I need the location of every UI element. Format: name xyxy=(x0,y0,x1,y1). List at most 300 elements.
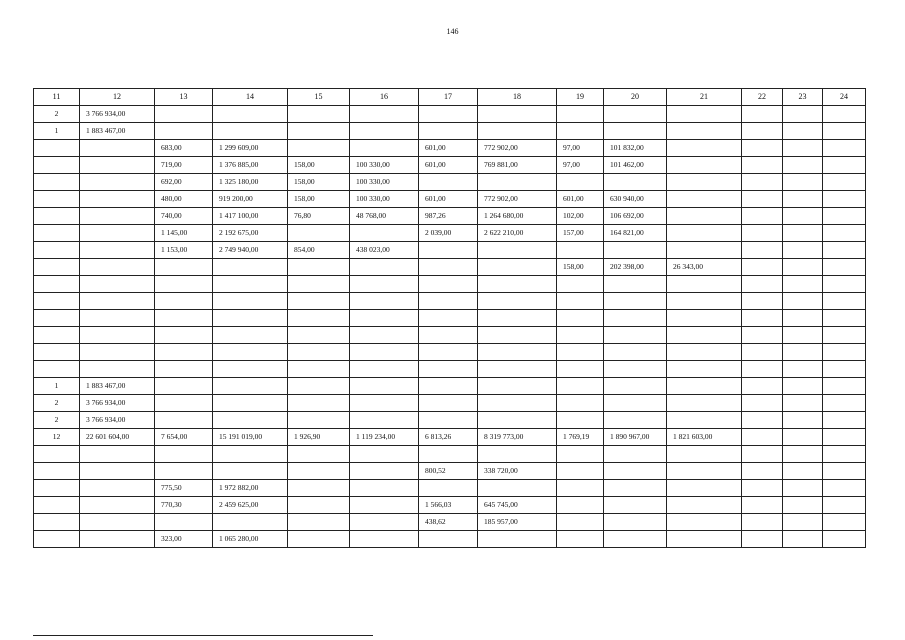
table-cell: 15 191 019,00 xyxy=(213,429,288,446)
table-cell xyxy=(155,361,213,378)
table-cell: 6 813,26 xyxy=(419,429,478,446)
table-cell xyxy=(742,208,783,225)
table-cell: 2 xyxy=(34,412,80,429)
table-row xyxy=(34,514,866,531)
table-cell xyxy=(783,480,823,497)
table-cell: 76,80 xyxy=(288,208,350,225)
table-cell xyxy=(742,412,783,429)
table-cell xyxy=(783,140,823,157)
table-cell xyxy=(34,174,80,191)
table-row xyxy=(34,157,866,174)
table-cell xyxy=(783,446,823,463)
table-cell xyxy=(350,514,419,531)
table-cell xyxy=(823,208,866,225)
table-row xyxy=(34,191,866,208)
table-cell xyxy=(350,412,419,429)
table-cell: 775,50 xyxy=(155,480,213,497)
table-cell xyxy=(604,327,667,344)
table-cell xyxy=(288,378,350,395)
data-table xyxy=(33,88,866,548)
table-cell: 100 330,00 xyxy=(350,174,419,191)
table-cell xyxy=(823,344,866,361)
table-cell xyxy=(34,327,80,344)
table-cell xyxy=(155,276,213,293)
table-cell xyxy=(155,259,213,276)
table-cell xyxy=(213,293,288,310)
table-cell xyxy=(783,208,823,225)
table-cell xyxy=(350,531,419,548)
table-cell: 1 376 885,00 xyxy=(213,157,288,174)
table-cell xyxy=(350,259,419,276)
table-cell xyxy=(34,531,80,548)
table-cell xyxy=(667,106,742,123)
table-cell xyxy=(783,412,823,429)
table-cell xyxy=(667,293,742,310)
table-cell xyxy=(783,191,823,208)
table-cell xyxy=(419,344,478,361)
table-row xyxy=(34,463,866,480)
table-cell xyxy=(80,531,155,548)
table-cell: 1 890 967,00 xyxy=(604,429,667,446)
table-cell: 769 881,00 xyxy=(478,157,557,174)
column-header: 19 xyxy=(557,89,604,106)
table-cell xyxy=(288,259,350,276)
table-row xyxy=(34,429,866,446)
table-cell xyxy=(288,361,350,378)
table-row xyxy=(34,293,866,310)
table-cell xyxy=(667,395,742,412)
table-cell xyxy=(783,242,823,259)
table-cell: 100 330,00 xyxy=(350,157,419,174)
table-cell xyxy=(667,412,742,429)
table-cell xyxy=(419,106,478,123)
table-cell xyxy=(667,531,742,548)
table-cell xyxy=(557,174,604,191)
table-cell xyxy=(419,310,478,327)
table-cell xyxy=(155,395,213,412)
table-cell xyxy=(350,463,419,480)
table-cell xyxy=(213,123,288,140)
table-cell xyxy=(742,514,783,531)
table-cell xyxy=(604,293,667,310)
table-cell xyxy=(823,157,866,174)
table-cell xyxy=(80,480,155,497)
table-cell xyxy=(213,106,288,123)
table-cell xyxy=(667,191,742,208)
table-row xyxy=(34,123,866,140)
table-cell xyxy=(350,344,419,361)
table-cell xyxy=(34,446,80,463)
table-cell xyxy=(478,480,557,497)
table-cell xyxy=(419,378,478,395)
table-cell xyxy=(742,531,783,548)
table-cell xyxy=(742,225,783,242)
table-cell xyxy=(742,378,783,395)
table-cell: 480,00 xyxy=(155,191,213,208)
table-cell: 1 972 882,00 xyxy=(213,480,288,497)
table-cell: 7 654,00 xyxy=(155,429,213,446)
table-cell xyxy=(667,276,742,293)
table-cell: 770,30 xyxy=(155,497,213,514)
table-cell xyxy=(419,327,478,344)
table-cell xyxy=(80,293,155,310)
table-cell xyxy=(419,480,478,497)
table-cell xyxy=(34,497,80,514)
table-cell xyxy=(667,463,742,480)
table-cell xyxy=(557,293,604,310)
table-cell xyxy=(604,310,667,327)
table-cell xyxy=(288,344,350,361)
table-cell: 2 622 210,00 xyxy=(478,225,557,242)
table-cell xyxy=(419,412,478,429)
table-cell xyxy=(557,395,604,412)
table-cell xyxy=(604,174,667,191)
table-cell xyxy=(80,463,155,480)
table-cell xyxy=(478,242,557,259)
table-cell xyxy=(288,123,350,140)
table-cell xyxy=(80,208,155,225)
table-cell xyxy=(350,310,419,327)
table-cell: 97,00 xyxy=(557,157,604,174)
table-row xyxy=(34,327,866,344)
table-cell xyxy=(823,412,866,429)
table-cell xyxy=(742,480,783,497)
table-cell xyxy=(155,106,213,123)
table-cell xyxy=(742,429,783,446)
table-cell xyxy=(823,225,866,242)
table-cell xyxy=(783,276,823,293)
table-cell xyxy=(288,395,350,412)
table-cell xyxy=(478,123,557,140)
table-cell xyxy=(604,344,667,361)
table-cell: 2 xyxy=(34,395,80,412)
table-cell xyxy=(288,140,350,157)
table-cell: 101 832,00 xyxy=(604,140,667,157)
table-cell xyxy=(213,310,288,327)
table-cell xyxy=(288,310,350,327)
table-row xyxy=(34,412,866,429)
table-cell: 1 299 609,00 xyxy=(213,140,288,157)
table-cell: 1 xyxy=(34,378,80,395)
table-row xyxy=(34,310,866,327)
table-cell: 438 023,00 xyxy=(350,242,419,259)
table-cell xyxy=(419,531,478,548)
table-cell xyxy=(604,395,667,412)
table-cell xyxy=(34,310,80,327)
table-cell: 338 720,00 xyxy=(478,463,557,480)
table-cell xyxy=(34,140,80,157)
table-cell xyxy=(155,344,213,361)
column-header: 12 xyxy=(80,89,155,106)
table-cell xyxy=(667,140,742,157)
table-cell xyxy=(80,157,155,174)
table-cell: 740,00 xyxy=(155,208,213,225)
table-cell xyxy=(604,463,667,480)
table-cell xyxy=(823,106,866,123)
table-cell: 1 119 234,00 xyxy=(350,429,419,446)
column-header: 13 xyxy=(155,89,213,106)
table-header-row xyxy=(34,89,866,106)
table-cell xyxy=(557,106,604,123)
table-cell xyxy=(557,497,604,514)
page-number: 146 xyxy=(446,27,459,36)
table-cell: 100 330,00 xyxy=(350,191,419,208)
table-row xyxy=(34,395,866,412)
table-cell xyxy=(155,446,213,463)
table-cell xyxy=(213,276,288,293)
table-cell: 158,00 xyxy=(557,259,604,276)
table-cell xyxy=(80,497,155,514)
table-cell: 692,00 xyxy=(155,174,213,191)
table-cell xyxy=(478,174,557,191)
table-row xyxy=(34,531,866,548)
table-cell xyxy=(742,395,783,412)
table-cell xyxy=(213,344,288,361)
table-cell xyxy=(213,259,288,276)
table-cell: 2 749 940,00 xyxy=(213,242,288,259)
table-cell: 158,00 xyxy=(288,174,350,191)
table-cell xyxy=(823,259,866,276)
table-cell xyxy=(783,157,823,174)
table-cell xyxy=(34,208,80,225)
table-cell xyxy=(34,361,80,378)
table-cell xyxy=(604,412,667,429)
table-cell: 22 601 604,00 xyxy=(80,429,155,446)
table-cell xyxy=(823,293,866,310)
table-cell xyxy=(350,378,419,395)
table-cell xyxy=(667,208,742,225)
table-cell: 772 902,00 xyxy=(478,191,557,208)
table-cell xyxy=(34,242,80,259)
table-cell: 1 065 280,00 xyxy=(213,531,288,548)
table-cell: 1 264 680,00 xyxy=(478,208,557,225)
table-cell: 1 926,90 xyxy=(288,429,350,446)
table-cell xyxy=(478,310,557,327)
table-cell xyxy=(604,378,667,395)
table-cell xyxy=(604,497,667,514)
table-cell xyxy=(557,463,604,480)
table-row xyxy=(34,140,866,157)
table-cell xyxy=(80,140,155,157)
table-cell xyxy=(80,174,155,191)
table-cell xyxy=(823,242,866,259)
column-header: 20 xyxy=(604,89,667,106)
table-cell xyxy=(667,497,742,514)
table-cell xyxy=(288,327,350,344)
table-cell xyxy=(823,276,866,293)
table-cell: 630 940,00 xyxy=(604,191,667,208)
table-cell xyxy=(288,480,350,497)
table-cell xyxy=(80,327,155,344)
table-cell xyxy=(350,140,419,157)
table-cell xyxy=(742,123,783,140)
table-cell xyxy=(783,293,823,310)
table-cell xyxy=(604,446,667,463)
table-cell xyxy=(350,225,419,242)
table-cell xyxy=(667,310,742,327)
table-cell xyxy=(80,310,155,327)
table-cell xyxy=(604,242,667,259)
table-cell xyxy=(478,276,557,293)
table-cell xyxy=(34,225,80,242)
table-cell: 26 343,00 xyxy=(667,259,742,276)
table-cell xyxy=(350,293,419,310)
column-header: 17 xyxy=(419,89,478,106)
table-cell xyxy=(742,293,783,310)
table-cell xyxy=(478,259,557,276)
table-cell xyxy=(34,191,80,208)
table-cell xyxy=(742,463,783,480)
table-cell xyxy=(34,344,80,361)
table-cell xyxy=(742,174,783,191)
table-cell xyxy=(80,344,155,361)
table-cell: 987,26 xyxy=(419,208,478,225)
column-header: 11 xyxy=(34,89,80,106)
table-cell xyxy=(742,497,783,514)
table-cell xyxy=(667,480,742,497)
table-cell: 8 319 773,00 xyxy=(478,429,557,446)
table-cell xyxy=(604,123,667,140)
table-cell xyxy=(823,429,866,446)
table-cell xyxy=(823,463,866,480)
table-cell xyxy=(742,191,783,208)
table-cell xyxy=(288,293,350,310)
table-cell: 48 768,00 xyxy=(350,208,419,225)
table-cell xyxy=(478,395,557,412)
table-cell xyxy=(155,514,213,531)
table-cell xyxy=(288,446,350,463)
table-cell: 2 192 675,00 xyxy=(213,225,288,242)
table-cell: 1 145,00 xyxy=(155,225,213,242)
table-cell xyxy=(823,378,866,395)
table-cell xyxy=(823,191,866,208)
table-cell xyxy=(557,242,604,259)
table-cell xyxy=(155,412,213,429)
table-cell xyxy=(288,463,350,480)
table-cell xyxy=(667,344,742,361)
table-cell xyxy=(288,106,350,123)
table-cell xyxy=(667,378,742,395)
table-cell xyxy=(350,327,419,344)
table-cell xyxy=(783,174,823,191)
table-cell xyxy=(419,293,478,310)
table-cell xyxy=(34,514,80,531)
table-cell xyxy=(350,106,419,123)
column-header: 21 xyxy=(667,89,742,106)
table-cell: 3 766 934,00 xyxy=(80,106,155,123)
table-cell xyxy=(155,327,213,344)
table-cell xyxy=(80,514,155,531)
table-cell xyxy=(557,514,604,531)
table-cell xyxy=(155,293,213,310)
table-cell xyxy=(419,361,478,378)
table-row xyxy=(34,225,866,242)
table-cell xyxy=(350,480,419,497)
table-cell xyxy=(80,446,155,463)
column-header: 18 xyxy=(478,89,557,106)
table-cell: 1 325 180,00 xyxy=(213,174,288,191)
table-cell xyxy=(742,327,783,344)
table-cell xyxy=(783,259,823,276)
table-cell: 601,00 xyxy=(557,191,604,208)
table-cell xyxy=(478,327,557,344)
table-cell: 1 883 467,00 xyxy=(80,123,155,140)
table-cell xyxy=(742,344,783,361)
table-cell xyxy=(34,293,80,310)
table-cell xyxy=(350,361,419,378)
table-cell xyxy=(557,344,604,361)
table-cell: 601,00 xyxy=(419,140,478,157)
table-cell: 2 xyxy=(34,106,80,123)
table-cell xyxy=(783,497,823,514)
table-cell xyxy=(783,327,823,344)
table-cell xyxy=(288,412,350,429)
table-cell xyxy=(742,106,783,123)
table-cell xyxy=(213,412,288,429)
table-cell xyxy=(155,378,213,395)
table-cell: 1 769,19 xyxy=(557,429,604,446)
table-cell xyxy=(783,378,823,395)
table-cell: 601,00 xyxy=(419,157,478,174)
table-row xyxy=(34,361,866,378)
table-cell: 157,00 xyxy=(557,225,604,242)
table-row xyxy=(34,208,866,225)
table-cell: 601,00 xyxy=(419,191,478,208)
column-header: 15 xyxy=(288,89,350,106)
table-cell xyxy=(213,514,288,531)
table-cell: 772 902,00 xyxy=(478,140,557,157)
table-row xyxy=(34,106,866,123)
table-cell xyxy=(288,497,350,514)
table-cell: 106 692,00 xyxy=(604,208,667,225)
table-cell xyxy=(350,123,419,140)
table-cell: 2 039,00 xyxy=(419,225,478,242)
table-row xyxy=(34,497,866,514)
table-cell xyxy=(80,259,155,276)
table-cell xyxy=(823,514,866,531)
table-cell xyxy=(667,225,742,242)
table-cell xyxy=(478,378,557,395)
table-cell: 1 883 467,00 xyxy=(80,378,155,395)
table-cell xyxy=(478,344,557,361)
table-cell xyxy=(419,259,478,276)
table-cell xyxy=(557,361,604,378)
table-cell xyxy=(419,446,478,463)
table-cell: 1 xyxy=(34,123,80,140)
table-cell xyxy=(557,327,604,344)
table-cell xyxy=(742,446,783,463)
table-cell: 1 566,03 xyxy=(419,497,478,514)
table-cell xyxy=(823,174,866,191)
table-cell xyxy=(604,480,667,497)
table-cell: 438,62 xyxy=(419,514,478,531)
table-cell: 202 398,00 xyxy=(604,259,667,276)
column-header: 24 xyxy=(823,89,866,106)
table-row xyxy=(34,242,866,259)
table-cell xyxy=(557,123,604,140)
table-cell xyxy=(80,225,155,242)
table-cell xyxy=(783,123,823,140)
table-cell xyxy=(823,123,866,140)
table-cell xyxy=(823,310,866,327)
table-cell xyxy=(667,174,742,191)
table-cell: 164 821,00 xyxy=(604,225,667,242)
table-cell: 102,00 xyxy=(557,208,604,225)
table-cell xyxy=(419,395,478,412)
table-cell xyxy=(742,310,783,327)
table-cell: 3 766 934,00 xyxy=(80,412,155,429)
table-cell xyxy=(213,327,288,344)
